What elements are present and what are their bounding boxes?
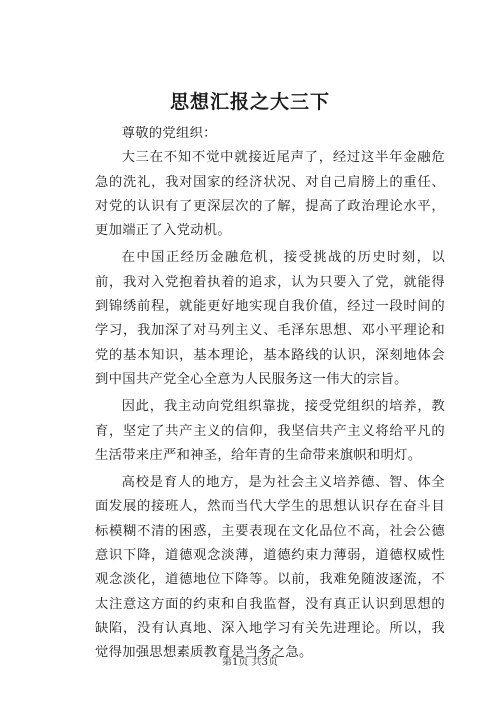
document-title: 思想汇报之大三下 <box>169 91 330 113</box>
paragraph: 高校是育人的地方，是为社会主义培养德、智、体全面发展的接班人，然而当代大学生的思想认识存在奋斗目标模糊不清的困惑，主要表现在文化品位不高，社会公德意识下降，道德观念淡薄，道德约束力薄弱，道德权威性观念淡化，道德地位下降等。以前，我难免随波逐流，不太注意这方面的约束和自我监督，没有真正认识到思想的缺陷，没有认真地、深入地学习有关先进理论。所以，我觉得加强思想素质教育是当务之急。 <box>95 475 445 661</box>
paragraph: 大三在不知不觉中就接近尾声了，经过这半年金融危急的洗礼，我对国家的经济状况、对自己肩膀上的重任、对党的认识有了更深层次的了解，提高了政治理论水平，更加端正了入党动机。 <box>95 150 445 239</box>
page-footer: 第1页 共3页 <box>222 657 278 668</box>
salutation: 尊敬的党组织： <box>121 126 217 141</box>
document-body <box>95 122 445 666</box>
paragraph: 因此，我主动向党组织靠拢，接受党组织的培养，教育，坚定了共产主义的信仰，我坚信共产主义将给平凡的生活带来庄严和神圣，给年青的生命带来旗帜和明灯。 <box>95 399 445 463</box>
paragraph: 在中国正经历金融危机，接受挑战的历史时刻，以前，我对入党抱着执着的追求，认为只要入了党，就能得到锦绣前程，就能更好地实现自我价值，经过一段时间的学习，我加深了对马列主义、毛泽东思想、邓小平理论和党的基本知识，基本理论，基本路线的认识，深刻地体会到中国共产党全心全意为人民服务这一伟大的宗旨。 <box>95 250 445 387</box>
